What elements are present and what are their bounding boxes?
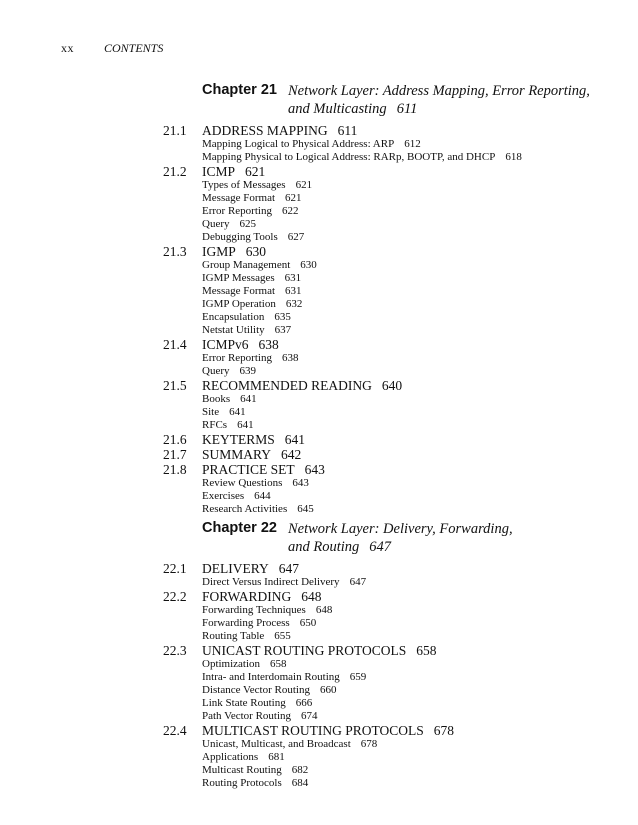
toc-subsection-entry[interactable] [0,604,638,617]
subsection-page-number: 650 [299,617,317,629]
subsection-title-text: Optimization [202,658,261,670]
toc-list [0,561,638,790]
section-page-number: 638 [258,337,279,352]
subsection-title [202,192,302,205]
subsection-title-text: Message Format [202,285,276,297]
toc-subsection-entry[interactable] [0,365,638,378]
subsection-page-number: 674 [301,710,318,722]
section-number: 22.1 [163,561,187,576]
subsection-page-number: 621 [295,179,313,191]
subsection-title-text: Intra- and Interdomain Routing [202,671,340,683]
toc-subsection-entry[interactable] [0,710,638,723]
subsection-title-text: Research Activities [202,503,288,515]
subsection-title [202,311,291,324]
toc-subsection-entry[interactable] [0,259,638,272]
subsection-page-number: 612 [404,138,421,150]
section-title-text: UNICAST ROUTING PROTOCOLS [202,643,407,658]
toc-subsection-entry[interactable] [0,738,638,751]
subsection-page-number: 643 [292,477,309,489]
toc-section-entry[interactable] [0,561,638,576]
chapter-page-number: 611 [396,101,418,117]
subsection-title [202,576,366,589]
subsection-page-number: 637 [274,324,292,336]
toc-subsection-entry[interactable] [0,406,638,419]
subsection-title-text: Debugging Tools [202,231,278,243]
subsection-title [202,764,308,777]
toc-subsection-entry[interactable] [0,324,638,337]
subsection-title [202,231,304,244]
chapter-title-text: and Multicasting [288,101,387,117]
toc-subsection-entry[interactable] [0,138,638,151]
subsection-page-number: 684 [291,777,309,789]
section-title-text: ICMPv6 [202,337,249,352]
subsection-title-text: Encapsulation [202,311,265,323]
chapter-title-line: Network Layer: Delivery, Forwarding, [288,521,513,537]
section-title [202,337,279,352]
section-number: 21.5 [163,378,187,393]
section-number: 21.2 [163,164,187,179]
toc-subsection-entry[interactable] [0,192,638,205]
subsection-title-text: Mapping Physical to Logical Address: RARp, BOOTP, and DHCP [202,151,496,163]
subsection-title-text: Unicast, Multicast, and Broadcast [202,738,351,750]
section-title-text: MULTICAST ROUTING PROTOCOLS [202,723,424,738]
section-number: 21.1 [163,123,187,138]
toc-subsection-entry[interactable] [0,503,638,516]
subsection-title-text: IGMP Messages [202,272,275,284]
subsection-title-text: Path Vector Routing [202,710,292,722]
subsection-title-text: Error Reporting [202,352,272,364]
toc-subsection-entry[interactable] [0,419,638,432]
subsection-title [202,151,522,164]
section-page-number: 630 [245,244,267,259]
subsection-title-text: Books [202,393,231,405]
section-title [202,462,325,477]
subsection-title [202,658,287,671]
toc-section-entry[interactable] [0,123,638,138]
subsection-page-number: 681 [268,751,285,763]
toc-subsection-entry[interactable] [0,218,638,231]
subsection-title [202,617,316,630]
toc-subsection-entry[interactable] [0,393,638,406]
section-page-number: 647 [278,561,299,576]
section-page-number: 611 [337,123,358,138]
subsection-title-text: Review Questions [202,477,283,489]
subsection-title [202,285,302,298]
subsection-title-text: RFCs [202,419,228,431]
section-title [202,561,299,576]
subsection-title [202,179,312,192]
subsection-title-text: Distance Vector Routing [202,684,310,696]
section-title-text: DELIVERY [202,561,269,576]
toc-subsection-entry[interactable] [0,298,638,311]
subsection-title-text: Routing Table [202,630,265,642]
toc-subsection-entry[interactable] [0,576,638,589]
subsection-title [202,419,254,432]
subsection-title-text: Applications [202,751,259,763]
toc-section-entry[interactable] [0,462,638,477]
subsection-title-text: Forwarding Techniques [202,604,306,616]
section-number: 22.4 [163,723,187,738]
toc-section-entry[interactable] [0,378,638,393]
toc-subsection-entry[interactable] [0,272,638,285]
toc-subsection-entry[interactable] [0,684,638,697]
subsection-title-text: Types of Messages [202,179,286,191]
toc-subsection-entry[interactable] [0,205,638,218]
subsection-page-number: 632 [285,298,303,310]
subsection-title [202,298,302,311]
subsection-page-number: 618 [505,151,522,163]
section-page-number: 642 [281,447,302,462]
subsection-page-number: 625 [239,218,256,230]
section-title-text: RECOMMENDED READING [202,378,372,393]
subsection-title [202,777,308,790]
chapter-title-line [288,538,513,556]
toc-subsection-entry[interactable] [0,764,638,777]
section-page-number: 640 [381,378,403,393]
section-title [202,378,402,393]
toc-subsection-entry[interactable] [0,490,638,503]
subsection-title [202,697,312,710]
section-title-text: PRACTICE SET [202,462,295,477]
subsection-page-number: 631 [285,285,302,297]
toc-subsection-entry[interactable] [0,630,638,643]
subsection-title [202,393,257,406]
section-title-text: ADDRESS MAPPING [202,123,328,138]
subsection-page-number: 638 [281,352,299,364]
chapter-title-line: Network Layer: Address Mapping, Error Reporting, [288,83,590,99]
subsection-title-text: Group Management [202,259,291,271]
section-title [202,164,265,179]
subsection-title-text: Link State Routing [202,697,286,709]
section-page-number: 658 [416,643,437,658]
subsection-title-text: Message Format [202,192,276,204]
subsection-title [202,477,309,490]
section-number: 22.3 [163,643,187,658]
chapter-title-text: and Routing [288,539,360,555]
toc-subsection-entry[interactable] [0,671,638,684]
section-title [202,244,266,259]
subsection-title [202,406,246,419]
subsection-title [202,365,256,378]
toc-section-entry[interactable] [0,589,638,604]
subsection-title [202,205,298,218]
subsection-page-number: 639 [239,365,256,377]
section-title-text: ICMP [202,164,236,179]
subsection-page-number: 641 [229,406,246,418]
subsection-title-text: Direct Versus Indirect Delivery [202,576,340,588]
section-number: 21.7 [163,447,187,462]
subsection-title [202,138,421,151]
subsection-page-number: 655 [274,630,291,642]
section-title-text: FORWARDING [202,589,292,604]
subsection-title [202,738,377,751]
section-title [202,589,322,604]
subsection-page-number: 666 [295,697,313,709]
subsection-title-text: Forwarding Process [202,617,290,629]
subsection-title [202,272,301,285]
subsection-page-number: 622 [281,205,299,217]
subsection-page-number: 641 [240,393,257,405]
toc-section-entry[interactable] [0,244,638,259]
section-title-text: KEYTERMS [202,432,275,447]
subsection-title-text: Exercises [202,490,245,502]
toc-subsection-entry[interactable] [0,658,638,671]
subsection-page-number: 660 [319,684,337,696]
subsection-page-number: 647 [349,576,367,588]
toc-subsection-entry[interactable] [0,477,638,490]
toc-section-entry[interactable] [0,643,638,658]
toc-subsection-entry[interactable] [0,617,638,630]
subsection-page-number: 631 [284,272,302,284]
section-number: 21.8 [163,462,187,477]
subsection-title [202,218,256,231]
chapter-number: Chapter 21 [202,82,277,98]
section-page-number: 648 [301,589,322,604]
subsection-page-number: 682 [291,764,309,776]
toc-section-entry[interactable] [0,164,638,179]
subsection-page-number: 645 [297,503,314,515]
subsection-title [202,324,291,337]
subsection-title-text: Error Reporting [202,205,272,217]
subsection-title-text: Mapping Logical to Physical Address: ARP [202,138,395,150]
page-header [61,41,164,56]
section-title [202,432,305,447]
subsection-title [202,503,314,516]
toc-section-entry[interactable] [0,432,638,447]
subsection-title-text: Routing Protocols [202,777,282,789]
toc-subsection-entry[interactable] [0,352,638,365]
toc-subsection-entry[interactable] [0,311,638,324]
subsection-title [202,671,366,684]
section-page-number: 621 [245,164,266,179]
subsection-title-text: Site [202,406,220,418]
toc-subsection-entry[interactable] [0,179,638,192]
section-number: 22.2 [163,589,187,604]
subsection-title [202,751,285,764]
subsection-title-text: Multicast Routing [202,764,282,776]
chapter-title [288,82,590,118]
subsection-title [202,630,291,643]
toc-subsection-entry[interactable] [0,697,638,710]
toc-section-entry[interactable] [0,447,638,462]
section-title [202,123,357,138]
page-folio: xx [61,41,74,55]
section-page-number: 643 [304,462,325,477]
subsection-title-text: IGMP Operation [202,298,276,310]
section-number: 21.3 [163,244,187,259]
toc-subsection-entry[interactable] [0,777,638,790]
subsection-page-number: 678 [360,738,378,750]
subsection-title [202,604,332,617]
subsection-title [202,259,317,272]
subsection-page-number: 630 [300,259,317,271]
chapter-page-number: 647 [369,539,392,555]
section-number: 21.6 [163,432,187,447]
subsection-title [202,710,318,723]
section-page-number: 678 [433,723,455,738]
subsection-title [202,490,271,503]
subsection-title [202,684,336,697]
subsection-page-number: 627 [287,231,305,243]
section-title [202,447,301,462]
toc-subsection-entry[interactable] [0,231,638,244]
chapter-number: Chapter 22 [202,520,277,536]
subsection-page-number: 658 [270,658,287,670]
running-title: CONTENTS [104,41,164,55]
section-page-number: 641 [284,432,306,447]
subsection-title-text: Netstat Utility [202,324,265,336]
toc-subsection-entry[interactable] [0,285,638,298]
section-number: 21.4 [163,337,187,352]
section-title [202,723,454,738]
toc-section-entry[interactable] [0,723,638,738]
subsection-page-number: 659 [349,671,367,683]
section-title-text: SUMMARY [202,447,272,462]
chapter-title [288,520,513,556]
subsection-title-text: Query [202,365,230,377]
section-title [202,643,437,658]
subsection-page-number: 644 [254,490,271,502]
subsection-page-number: 648 [315,604,333,616]
subsection-page-number: 641 [237,419,254,431]
subsection-page-number: 635 [274,311,291,323]
toc-subsection-entry[interactable] [0,151,638,164]
toc-list [0,123,638,516]
chapter-title-line [288,100,590,118]
subsection-title-text: Query [202,218,230,230]
subsection-title [202,352,298,365]
toc-subsection-entry[interactable] [0,751,638,764]
toc-section-entry[interactable] [0,337,638,352]
section-title-text: IGMP [202,244,236,259]
subsection-page-number: 621 [285,192,302,204]
